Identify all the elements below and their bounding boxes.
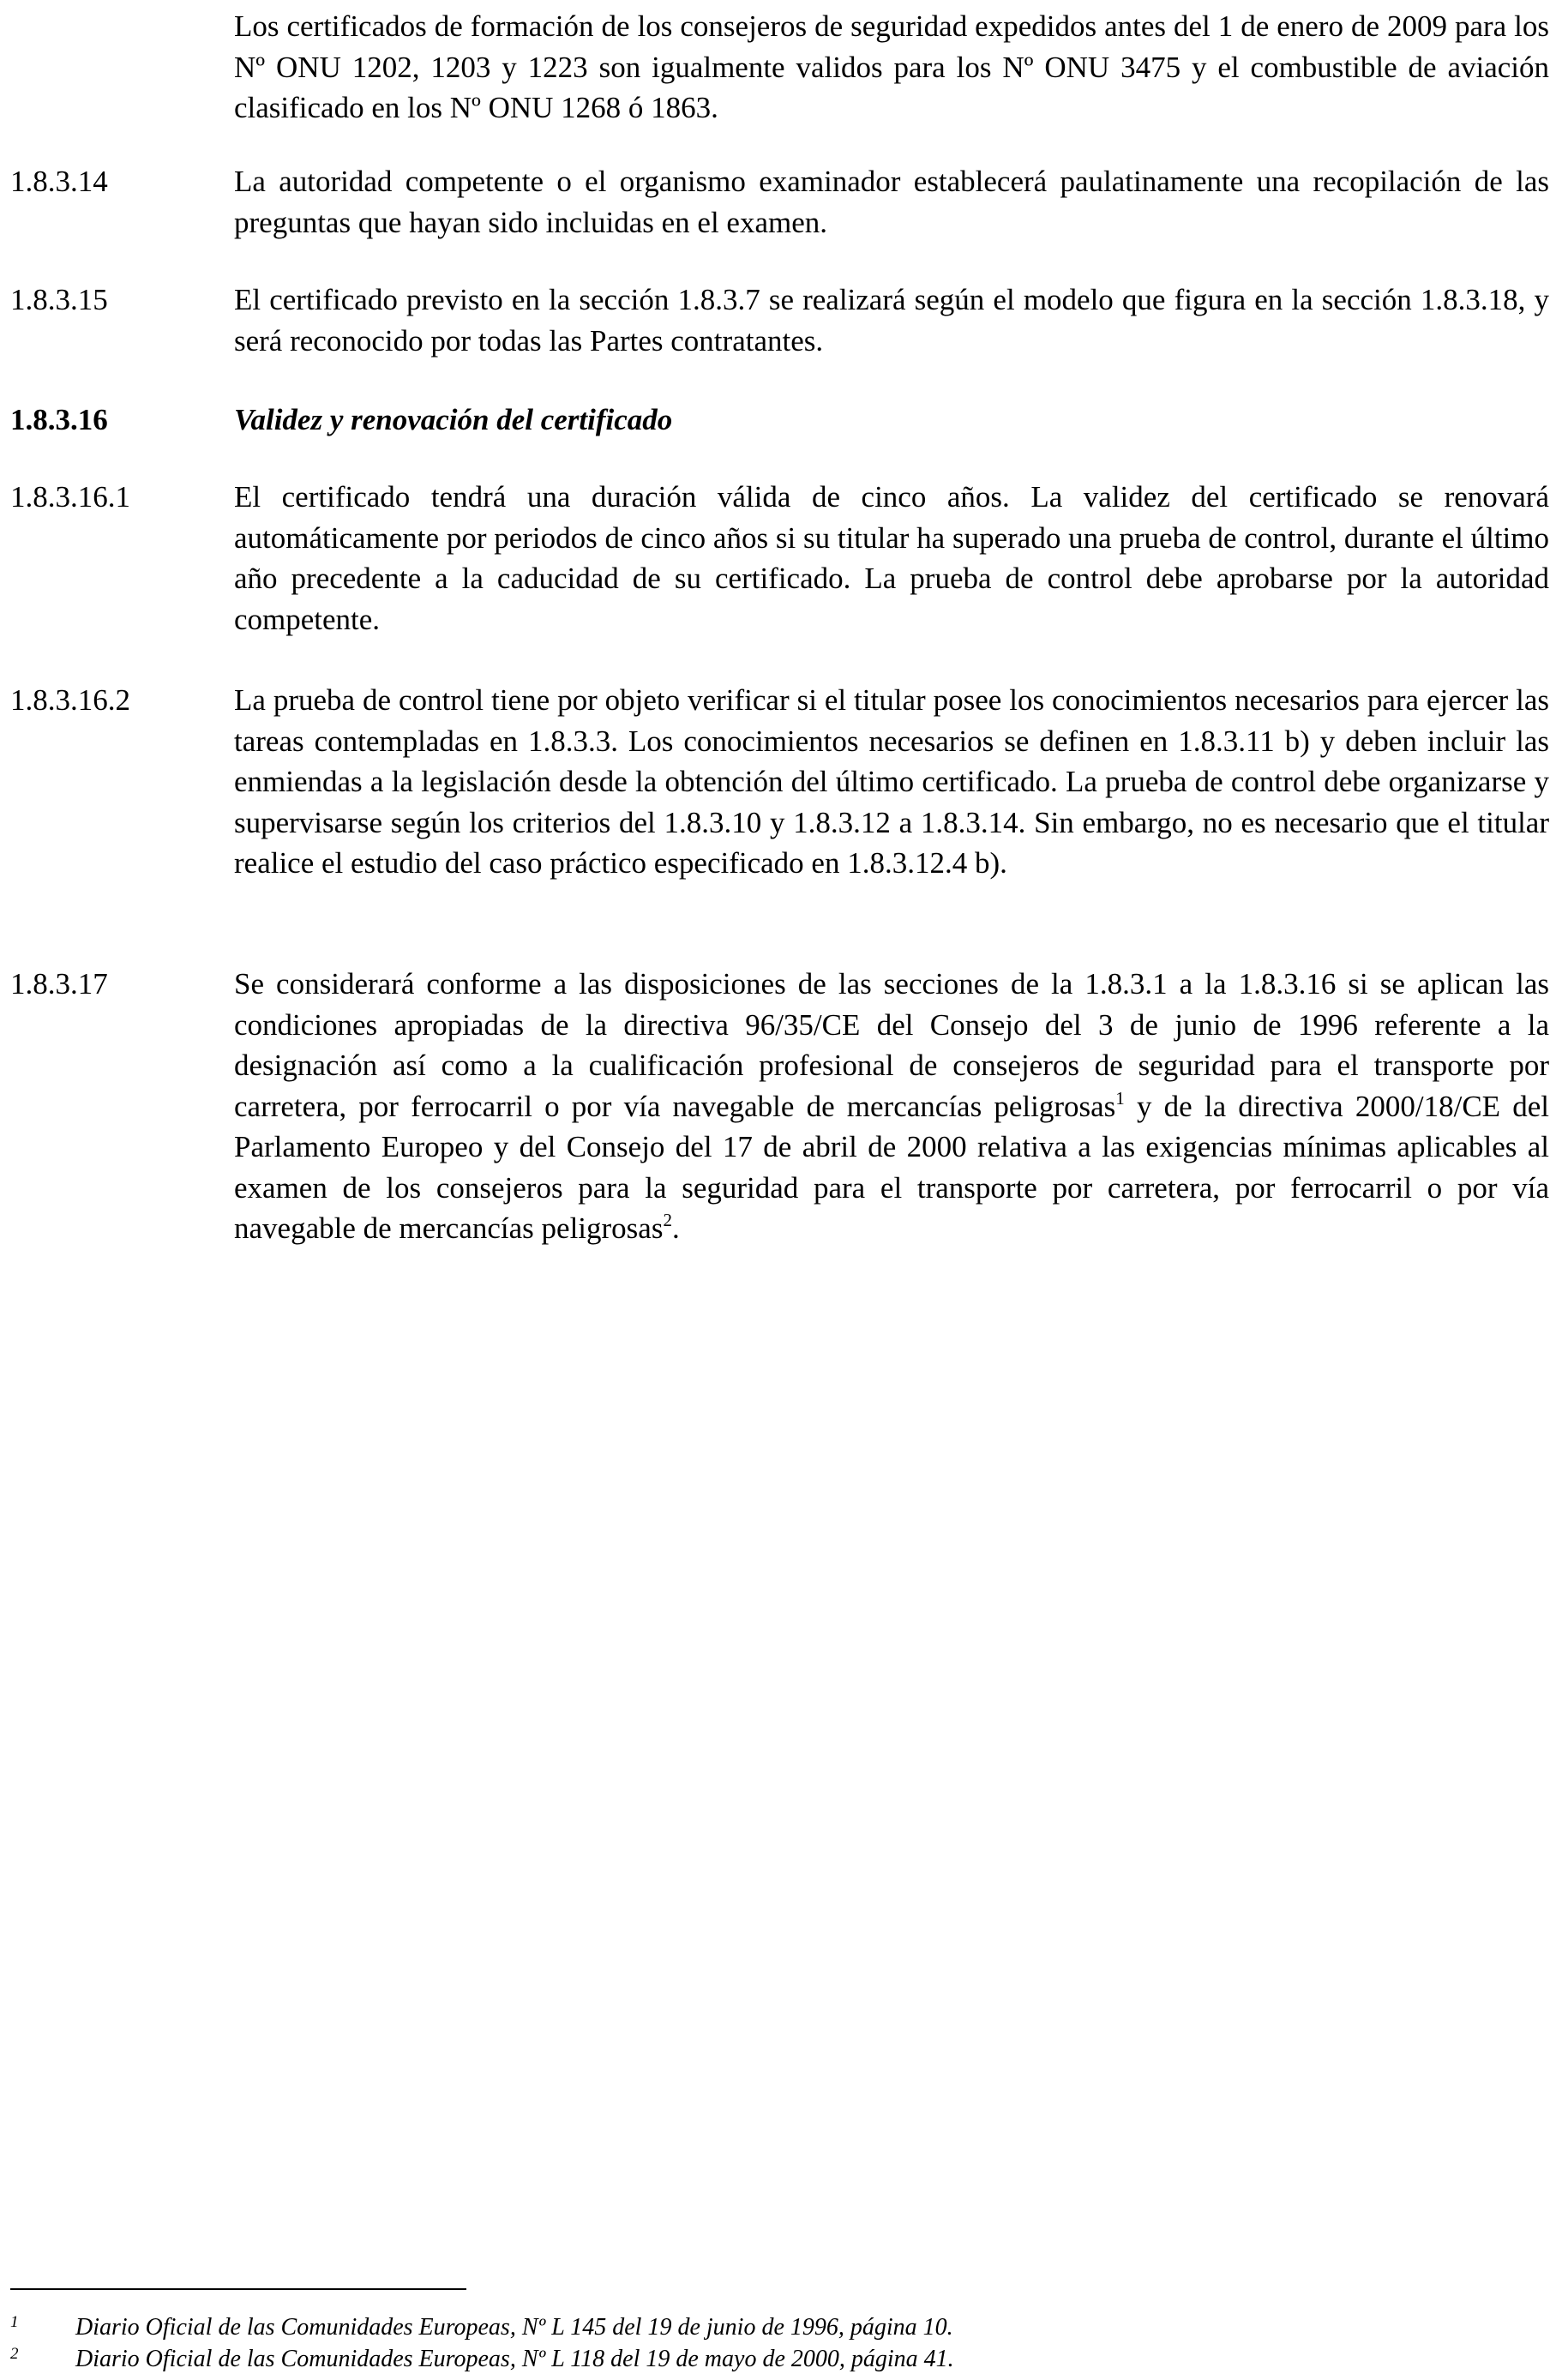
footnote-mark: 1 xyxy=(10,2313,19,2331)
footnote-2 xyxy=(10,2345,1549,2374)
section-text xyxy=(234,964,1549,1249)
intro-paragraph: Los certificados de formación de los consejeros de seguridad expedidos antes del 1 de enero de 2009 para los Nº ONU 1202, 1203 y 1223 son igualmente validos para los Nº ONU 3475 y el combustible de aviación clasificado en los Nº ONU 1268 ó 1863. xyxy=(234,9,1549,124)
section-number: 1.8.3.17 xyxy=(10,967,108,1001)
section-1-8-3-14 xyxy=(10,161,1549,245)
footnote-1 xyxy=(10,2313,1549,2342)
footnote-separator xyxy=(10,2288,466,2290)
section-text-part-1: Se considerará conforme a las disposiciones de las secciones de la 1.8.3.1 a la 1.8.3.16 si se aplican las condiciones apropiadas de la directiva 96/35/CE del Consejo del 3 de junio de 1996 referente a la designación así como a la cualificación profesional de consejeros de seguridad para el transporte por carretera, por ferrocarril o por vía navegable de mercancías peligrosas xyxy=(234,967,1549,1123)
section-text-part-3: . xyxy=(671,1211,680,1245)
footnote-text: Diario Oficial de las Comunidades Europeas, Nº L 145 del 19 de junio de 1996, página 10. xyxy=(75,2314,953,2341)
section-text: La autoridad competente o el organismo examinador establecerá paulatinamente una recopilación de las preguntas que hayan sido incluidas en el examen. xyxy=(234,165,1549,239)
subsection-text: La prueba de control tiene por objeto verificar si el titular posee los conocimientos necesarios para ejercer las tareas contempladas en 1.8.3.3. Los conocimientos necesarios se definen en 1.8.3.11 b) y deben incluir las enmiendas a la legislación desde la obtención del último certificado. La prueba de control debe organizarse y supervisarse según los criterios del 1.8.3.10 y 1.8.3.12 a 1.8.3.14. Sin embargo, no es necesario que el titular realice el estudio del caso práctico especificado en 1.8.3.12.4 b). xyxy=(234,683,1549,880)
section-number: 1.8.3.15 xyxy=(10,283,108,316)
section-number: 1.8.3.14 xyxy=(10,165,108,198)
subsection-number: 1.8.3.16.2 xyxy=(10,683,130,717)
section-1-8-3-15 xyxy=(10,279,1549,364)
intro-paragraph-block xyxy=(10,6,1549,130)
section-text-part-2: y de la directiva 2000/18/CE del Parlamento Europeo y del Consejo del 17 de abril de 2000 relativa a las exigencias mínimas aplicables al examen de los consejeros para la seguridad para el transporte por carretera, por ferrocarril o por vía navegable de mercancías peligrosas xyxy=(234,1089,1549,1245)
footnote-mark: 2 xyxy=(10,2345,19,2363)
heading-title: Validez y renovación del certificado xyxy=(234,403,673,436)
footnote-ref-1: 1 xyxy=(1115,1087,1125,1109)
subsection-text: El certificado tendrá una duración válida de cinco años. La validez del certificado se renovará automáticamente por periodos de cinco años si su titular ha superado una prueba de control, durante el último año precedente a la caducidad de su certificado. La prueba de control debe aprobarse por la autoridad competente. xyxy=(234,480,1549,636)
footnote-text: Diario Oficial de las Comunidades Europeas, Nº L 118 del 19 de mayo de 2000, página 41. xyxy=(75,2346,954,2372)
subsection-1-8-3-16-2 xyxy=(10,680,1549,929)
section-text: El certificado previsto en la sección 1.8.3.7 se realizará según el modelo que figura en la sección 1.8.3.18, y será reconocido por todas las Partes contratantes. xyxy=(234,283,1549,358)
section-1-8-3-17 xyxy=(10,964,1549,1298)
subsection-number: 1.8.3.16.1 xyxy=(10,480,130,514)
footnote-ref-2: 2 xyxy=(663,1210,672,1230)
heading-number: 1.8.3.16 xyxy=(10,403,108,436)
subsection-1-8-3-16-1 xyxy=(10,477,1549,641)
section-heading-1-8-3-16 xyxy=(10,400,1549,442)
